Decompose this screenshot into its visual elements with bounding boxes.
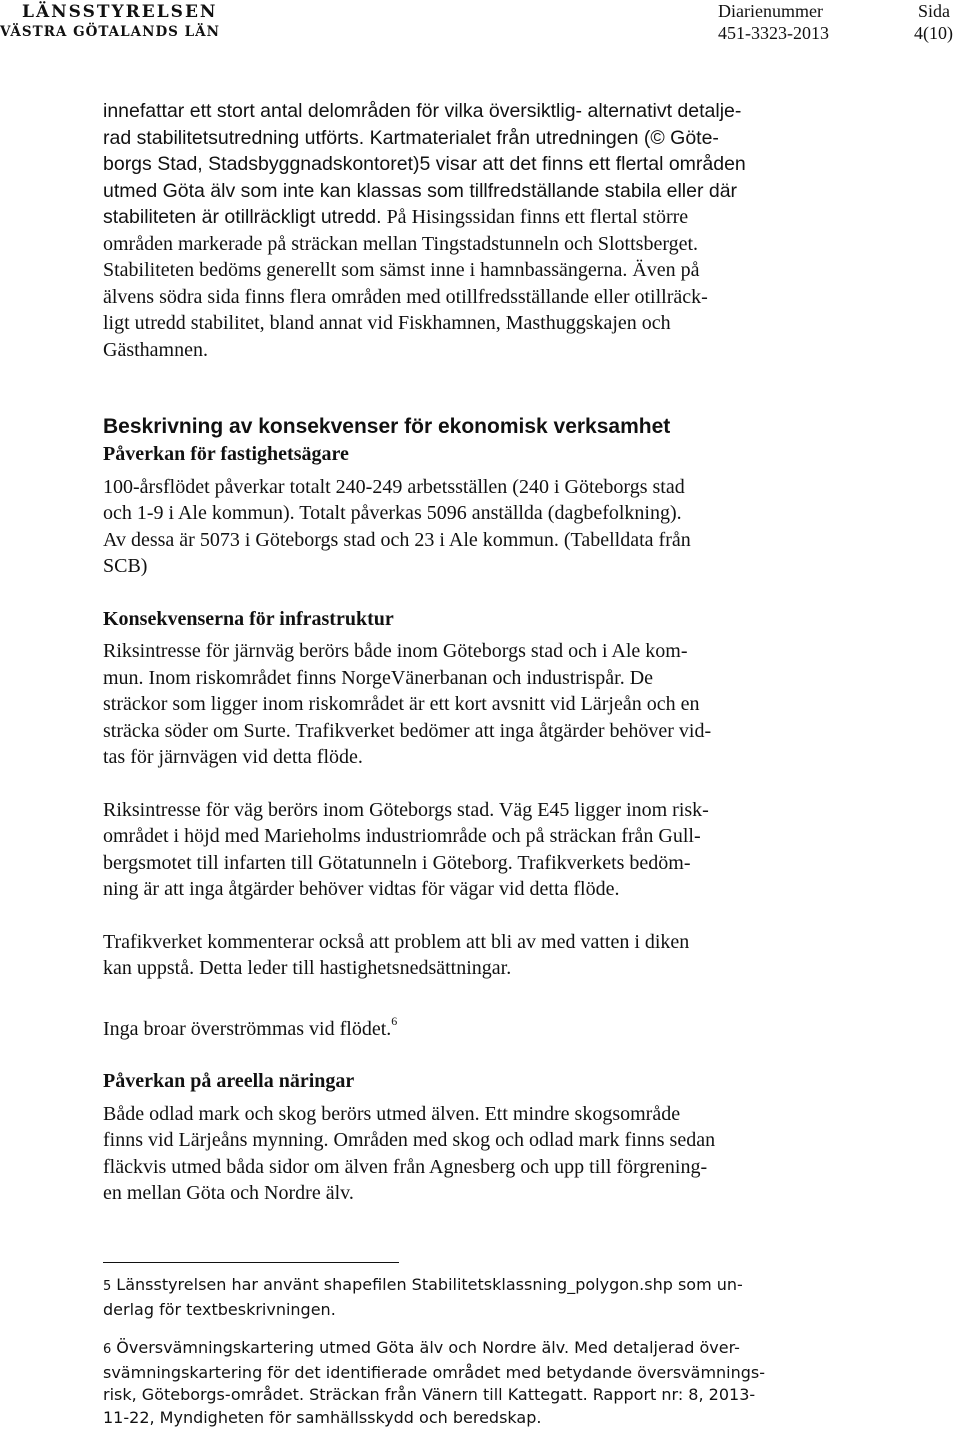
heading-fastighetsagare: Påverkan för fastighetsägare [103, 443, 349, 465]
page-label: Sida [918, 1, 951, 21]
footnote-text: Översvämningskartering utmed Göta älv och Nordre älv. Med detaljerad över- svämningskartering för det identifierade området med betydande översvämnings- risk, Göteborgs-området. Sträckan från Vänern till Kattegatt. Rapport nr: 8, 2013- 11-22, Myndigheten för samhällsskydd och beredskap. [103, 1338, 766, 1427]
organization-name: LÄNSSTYRELSEN [22, 2, 218, 22]
paragraph-fastighetsagare: 100-årsflödet påverkar totalt 240-249 arbetsställen (240 i Göteborgs stad och 1-9 i Ale kommun). Totalt påverkas 5096 anställda (dagbefolkning). Av dessa är 5073 i Göteborgs stad och 23 i Ale kommun. (Tabelldata från SCB) [103, 475, 691, 577]
heading-areella-naringar: Påverkan på areella näringar [103, 1070, 355, 1092]
page-header [0, 0, 960, 48]
footnote-ref-6[interactable]: 6 [391, 1013, 398, 1028]
paragraph-jarnvag: Riksintresse för järnväg berörs både inom Göteborgs stad och i Ale kom- mun. Inom riskområdet finns NorgeVänerbanan och industrispår. De sträckor som ligger inom riskområdet är ett kort avsnitt vid Lärjeån och en sträcka söder om Surte. Trafikverket bedömer att inga åtgärder behöver vid- tas för järnvägen vid detta flöde. [103, 640, 712, 768]
heading-infrastruktur: Konsekvenserna för infrastruktur [103, 607, 394, 630]
broar-text: Inga broar överströmmas vid flödet. [103, 1017, 392, 1040]
paragraph-vag: Riksintresse för väg berörs inom Göteborgs stad. Väg E45 ligger inom risk- området i höjd med Marieholms industriområde och på sträckan från Gull- bergsmotet till infarten till Götatunneln i Göteborg. Trafikverkets bedöm- ning är att inga åtgärder behöver vidtas för vägar vid detta flöde. [103, 798, 709, 900]
diarienummer-label: Diarienummer [718, 1, 823, 21]
paragraph-areella-naringar: Både odlad mark och skog berörs utmed älven. Ett mindre skogsområde finns vid Lärjeåns mynning. Områden med skog och odlad mark finns sedan fläckvis utmed båda sidor om älven från Agnesberg och upp till förgrening- en mellan Göta och Nordre älv. [103, 1102, 716, 1204]
intro-text-serif: På Hisingssidan finns ett flertal större områden markerade på sträckan mellan Tingstadstunneln och Slottsberget. Stabiliteten bedöms generellt som sämst inne i hamnbassängerna. Även på älvens södra sida finns flera områden med otillfredsställande eller otillräck- ligt utredd stabilitet, bland annat vid Fiskhamnen, Masthuggskajen och Gästhamnen. [103, 206, 708, 361]
intro-paragraph [103, 98, 828, 363]
diarienummer-value: 451-3323-2013 [718, 23, 829, 43]
footnote-number: 5 [103, 1279, 112, 1294]
footnotes [103, 1274, 823, 1429]
section-title: Beskrivning av konsekvenser för ekonomisk verksamhet [103, 415, 671, 438]
document-body [103, 98, 828, 1207]
footnote-number: 6 [103, 1342, 112, 1357]
page-number: 4(10) [914, 23, 953, 43]
intro-text-sans: innefattar ett stort antal delområden för vilka översiktlig- alternativt detalje- rad stabilitetsutredning utförts. Kartmaterialet från utredningen (© Göte- borgs Stad, Stadsbyggnadskontoret)5 visar att det finns ett flertal områden utmed Göta älv som inte kan klassas som tillfredställande stabila eller där stabiliteten är otillräckligt utredd. [103, 100, 746, 228]
organization-subtitle: VÄSTRA GÖTALANDS LÄN [0, 24, 220, 40]
footnote-text: Länsstyrelsen har använt shapefilen Stabilitetsklassning_polygon.shp som un- derlag för textbeskrivningen. [103, 1275, 743, 1319]
footnote-5 [103, 1274, 823, 1321]
footnote-divider [103, 1262, 399, 1263]
paragraph-broar [103, 1008, 828, 1043]
footnote-6 [103, 1337, 823, 1429]
paragraph-vatten-diken: Trafikverket kommenterar också att problem att bli av med vatten i diken kan uppstå. Detta leder till hastighetsnedsättningar. [103, 930, 690, 979]
